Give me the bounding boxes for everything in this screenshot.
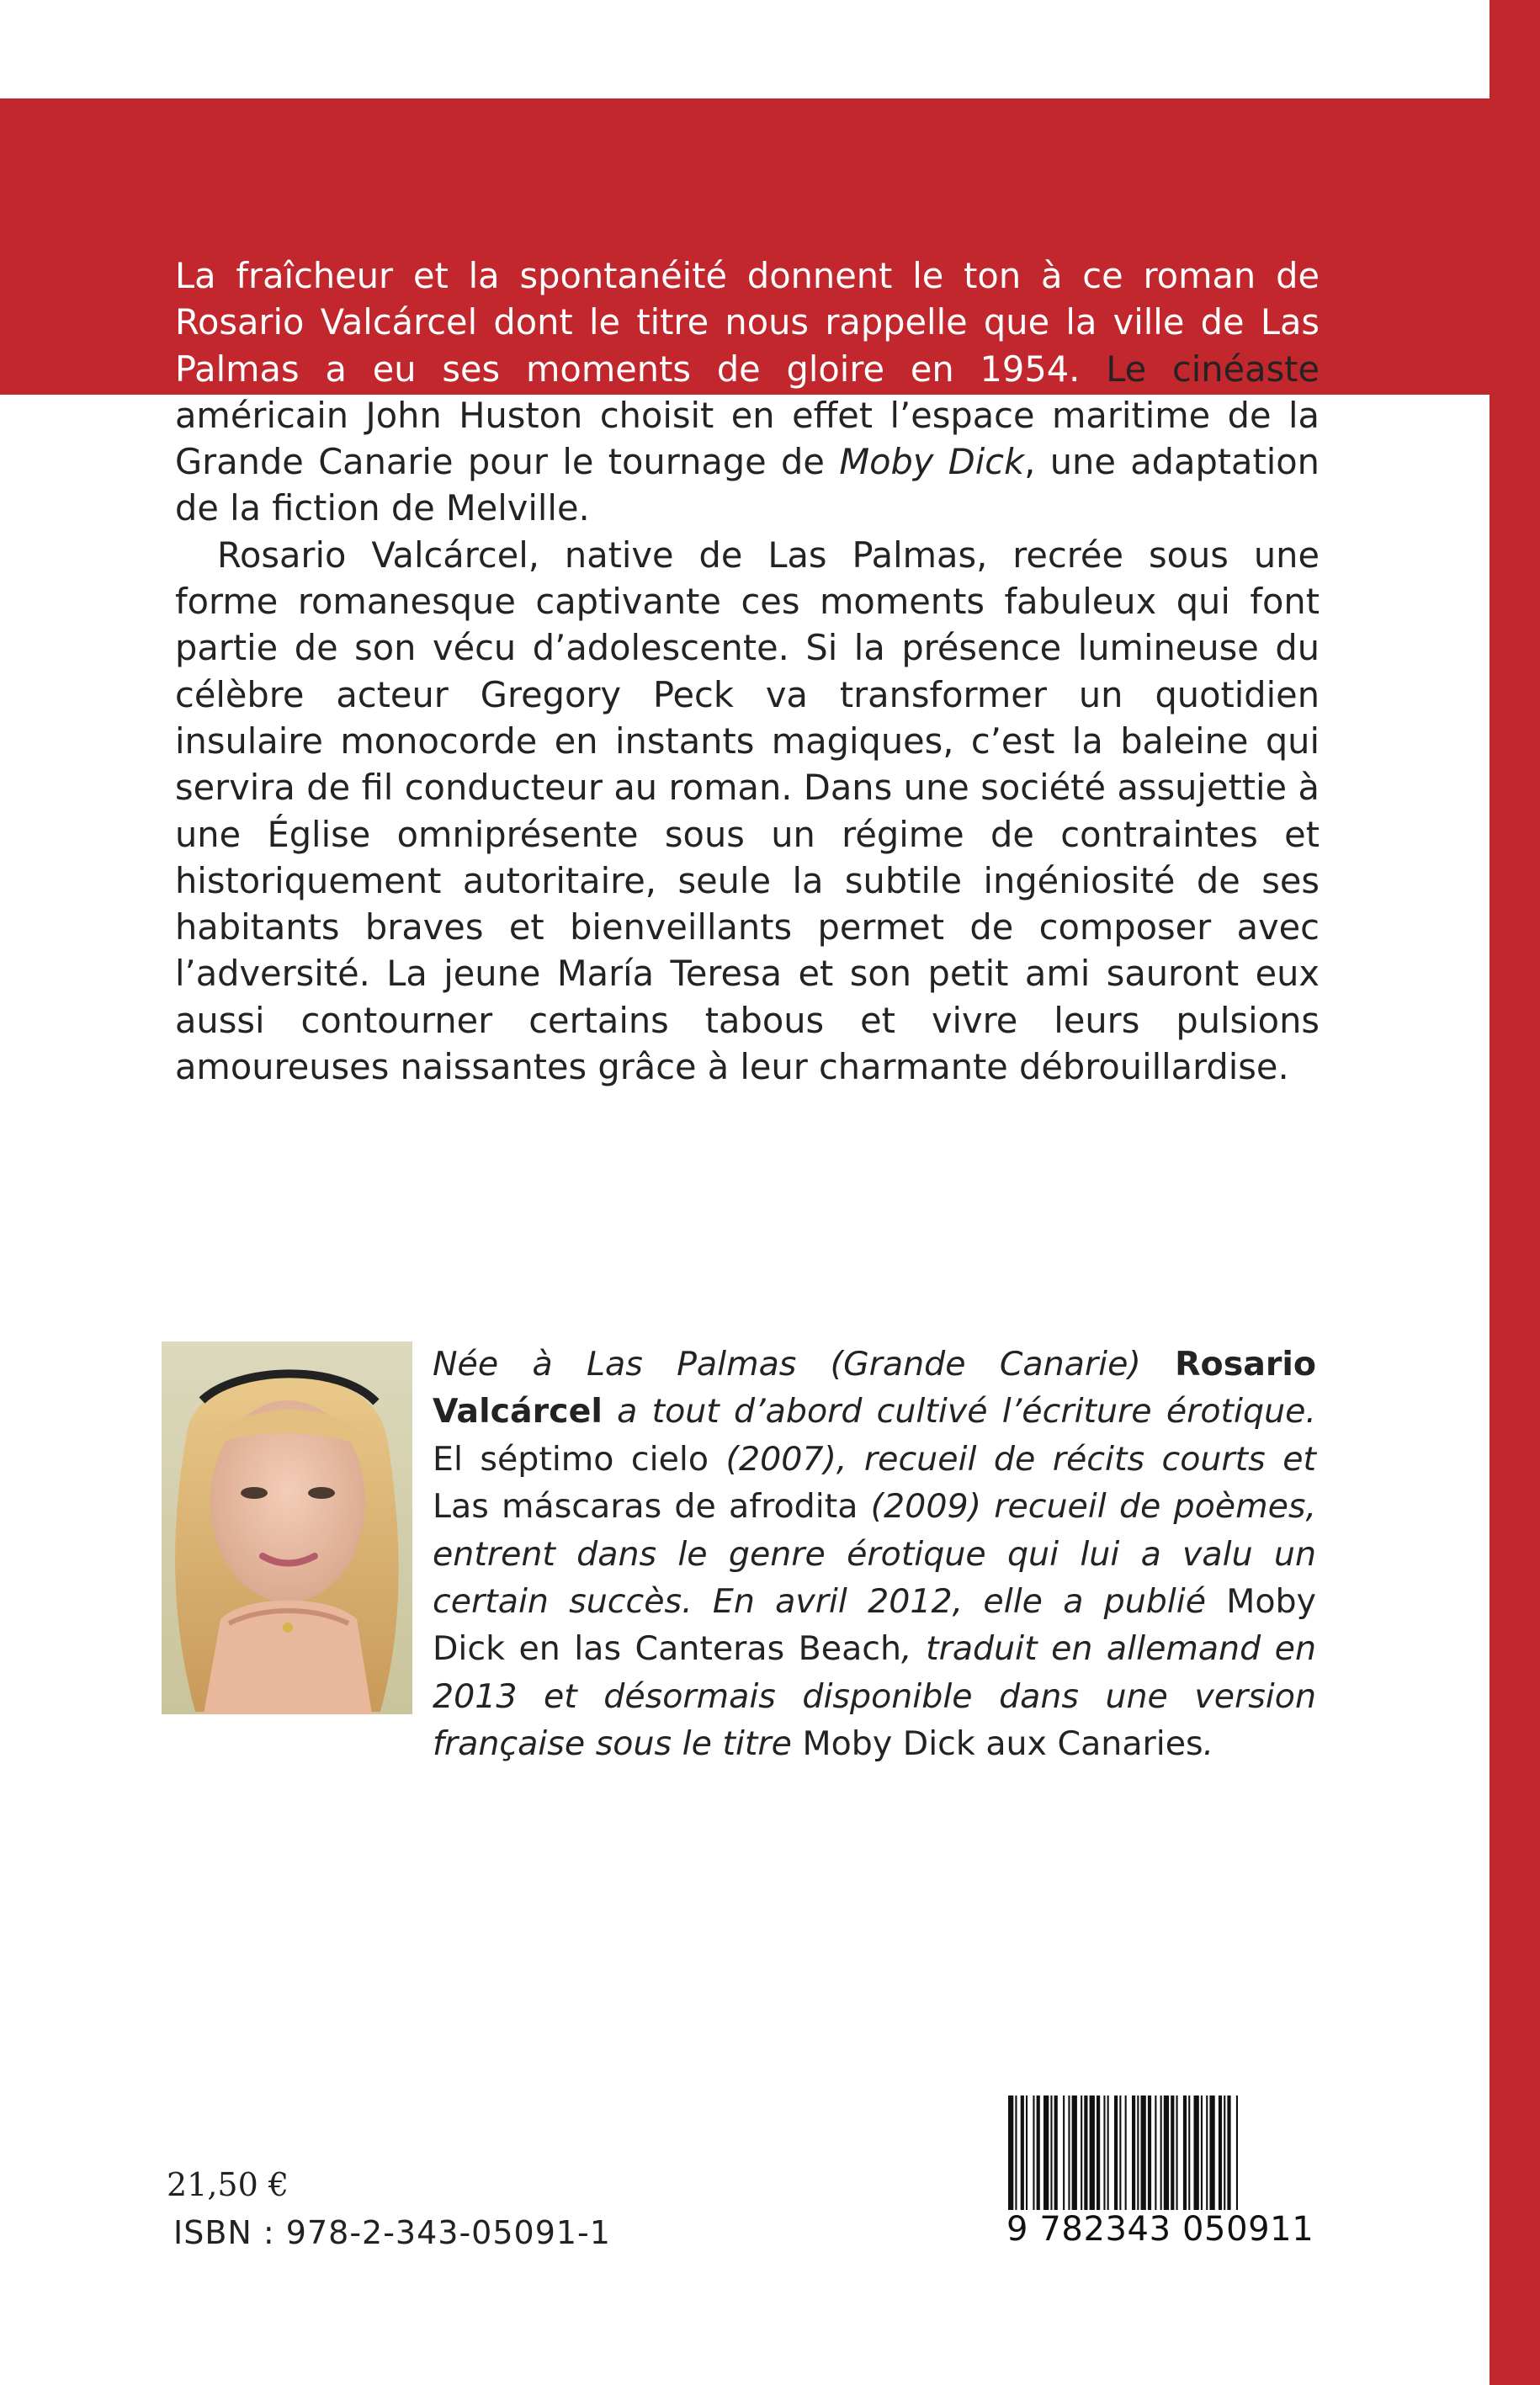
bio-work-2-title: Las máscaras de afrodita xyxy=(433,1487,858,1527)
barcode-bar xyxy=(1090,2096,1095,2213)
barcode-bar xyxy=(1021,2096,1024,2213)
barcode-bar xyxy=(1160,2096,1162,2213)
barcode-bar xyxy=(1194,2096,1199,2213)
bio-work-2-desc: (2009) recueil de poèmes, entrent dans le genre érotique qui lui a valu un certain succès. En avril 2012, elle a publié xyxy=(433,1487,1317,1622)
barcode-bar xyxy=(1097,2096,1100,2213)
barcode-bar xyxy=(1176,2096,1178,2213)
barcode-bar xyxy=(1063,2096,1065,2213)
barcode-bar xyxy=(1114,2096,1118,2213)
spine-red-strip xyxy=(1490,0,1540,2385)
blurb-text-b: , une adaptation de la fiction de Melville. xyxy=(175,441,1320,529)
price-label: 21,50 € xyxy=(167,2166,289,2203)
back-cover-blurb xyxy=(175,252,1320,1090)
barcode-bar xyxy=(1148,2096,1151,2213)
bio-work-1-desc: (2007), recueil de récits courts et xyxy=(725,1439,1316,1479)
barcode-bar xyxy=(1155,2096,1156,2213)
bio-intro: Née à Las Palmas (Grande Canarie) xyxy=(433,1345,1141,1384)
barcode-bar xyxy=(1164,2096,1169,2213)
barcode-bar xyxy=(1171,2096,1174,2213)
barcode-bar xyxy=(1206,2096,1208,2213)
barcode-digits: 9 782343 050911 xyxy=(1006,2210,1318,2249)
barcode-bar xyxy=(1043,2096,1049,2213)
barcode-bar xyxy=(1107,2096,1109,2213)
barcode-bar xyxy=(1026,2096,1028,2213)
barcode-bar xyxy=(1141,2096,1146,2213)
barcode-bar xyxy=(1209,2096,1214,2213)
bio-intro-b: a tout d’abord cultivé l’écriture érotique. xyxy=(617,1392,1316,1432)
barcode-bar xyxy=(1183,2096,1187,2213)
barcode-bar xyxy=(1037,2096,1040,2213)
barcode-bar xyxy=(1201,2096,1203,2213)
barcode-bar xyxy=(1224,2096,1225,2213)
barcode-bar xyxy=(1084,2096,1087,2213)
bio-end: . xyxy=(1203,1724,1214,1764)
author-portrait-icon xyxy=(162,1341,412,1714)
barcode-bar xyxy=(1072,2096,1077,2213)
barcode-bar xyxy=(1132,2096,1135,2213)
barcode-bar xyxy=(1054,2096,1058,2213)
bio-work-3-title: Moby Dick en las Canteras Beach xyxy=(433,1582,1316,1669)
barcode-bar xyxy=(1068,2096,1070,2213)
barcode-bar xyxy=(1137,2096,1139,2213)
barcode-bar xyxy=(1050,2096,1052,2213)
bio-work-3-desc: , traduit en allemand en 2013 et désormais disponible dans une version française sous le titre xyxy=(433,1629,1316,1764)
blurb-red-band-text: La fraîcheur et la spontanéité donnent le ton à ce roman de Rosario Valcárcel dont le titre nous rappelle que la ville de Las Palmas a eu ses moments de gloire en 1954. xyxy=(175,255,1320,390)
blurb-paragraph-2: Rosario Valcárcel, native de Las Palmas, recrée sous une forme romanesque captivante ces moments fabuleux qui font partie de son vécu d’adolescente. Si la présence lumineuse du célèbre acteur Gregory Peck va transformer un quotidien insulaire monocorde en instants magiques, c’est la baleine qui servira de fil conducteur au roman. Dans une société assujettie à une Église omniprésente sous un régime de contraintes et historiquement autoritaire, seule la subtile ingéniosité de ses habitants braves et bienveillants permet de composer avec l’adversité. La jeune María Teresa et son petit ami sauront eux aussi contourner certains tabous et vivre leurs pulsions amoureuses naissantes grâce à leur charmante débrouillardise. xyxy=(175,534,1320,1088)
blurb-text-a: Le cinéaste américain John Huston choisit en effet l’espace maritime de la Grande Canarie pour le tournage de xyxy=(175,348,1320,483)
bio-work-1-title: El séptimo cielo xyxy=(433,1439,709,1479)
blurb-title-italic: Moby Dick xyxy=(839,441,1025,483)
barcode-bar xyxy=(1227,2096,1230,2213)
barcode-bar xyxy=(1033,2096,1034,2213)
barcode-bar xyxy=(1081,2096,1082,2213)
author-biography xyxy=(433,1341,1316,1768)
author-photo xyxy=(162,1341,412,1714)
bio-work-4-title: Moby Dick aux Canaries xyxy=(802,1724,1203,1764)
barcode-bar xyxy=(1188,2096,1190,2213)
blurb-paragraph-1 xyxy=(175,252,1320,532)
barcode-bar xyxy=(1103,2096,1105,2213)
bio-paragraph xyxy=(433,1341,1316,1768)
bio-author-name: Rosario Valcárcel xyxy=(433,1345,1317,1432)
barcode-bar xyxy=(1219,2096,1222,2213)
barcode-bar xyxy=(1119,2096,1121,2213)
isbn-label: ISBN : 978-2-343-05091-1 xyxy=(173,2214,611,2251)
